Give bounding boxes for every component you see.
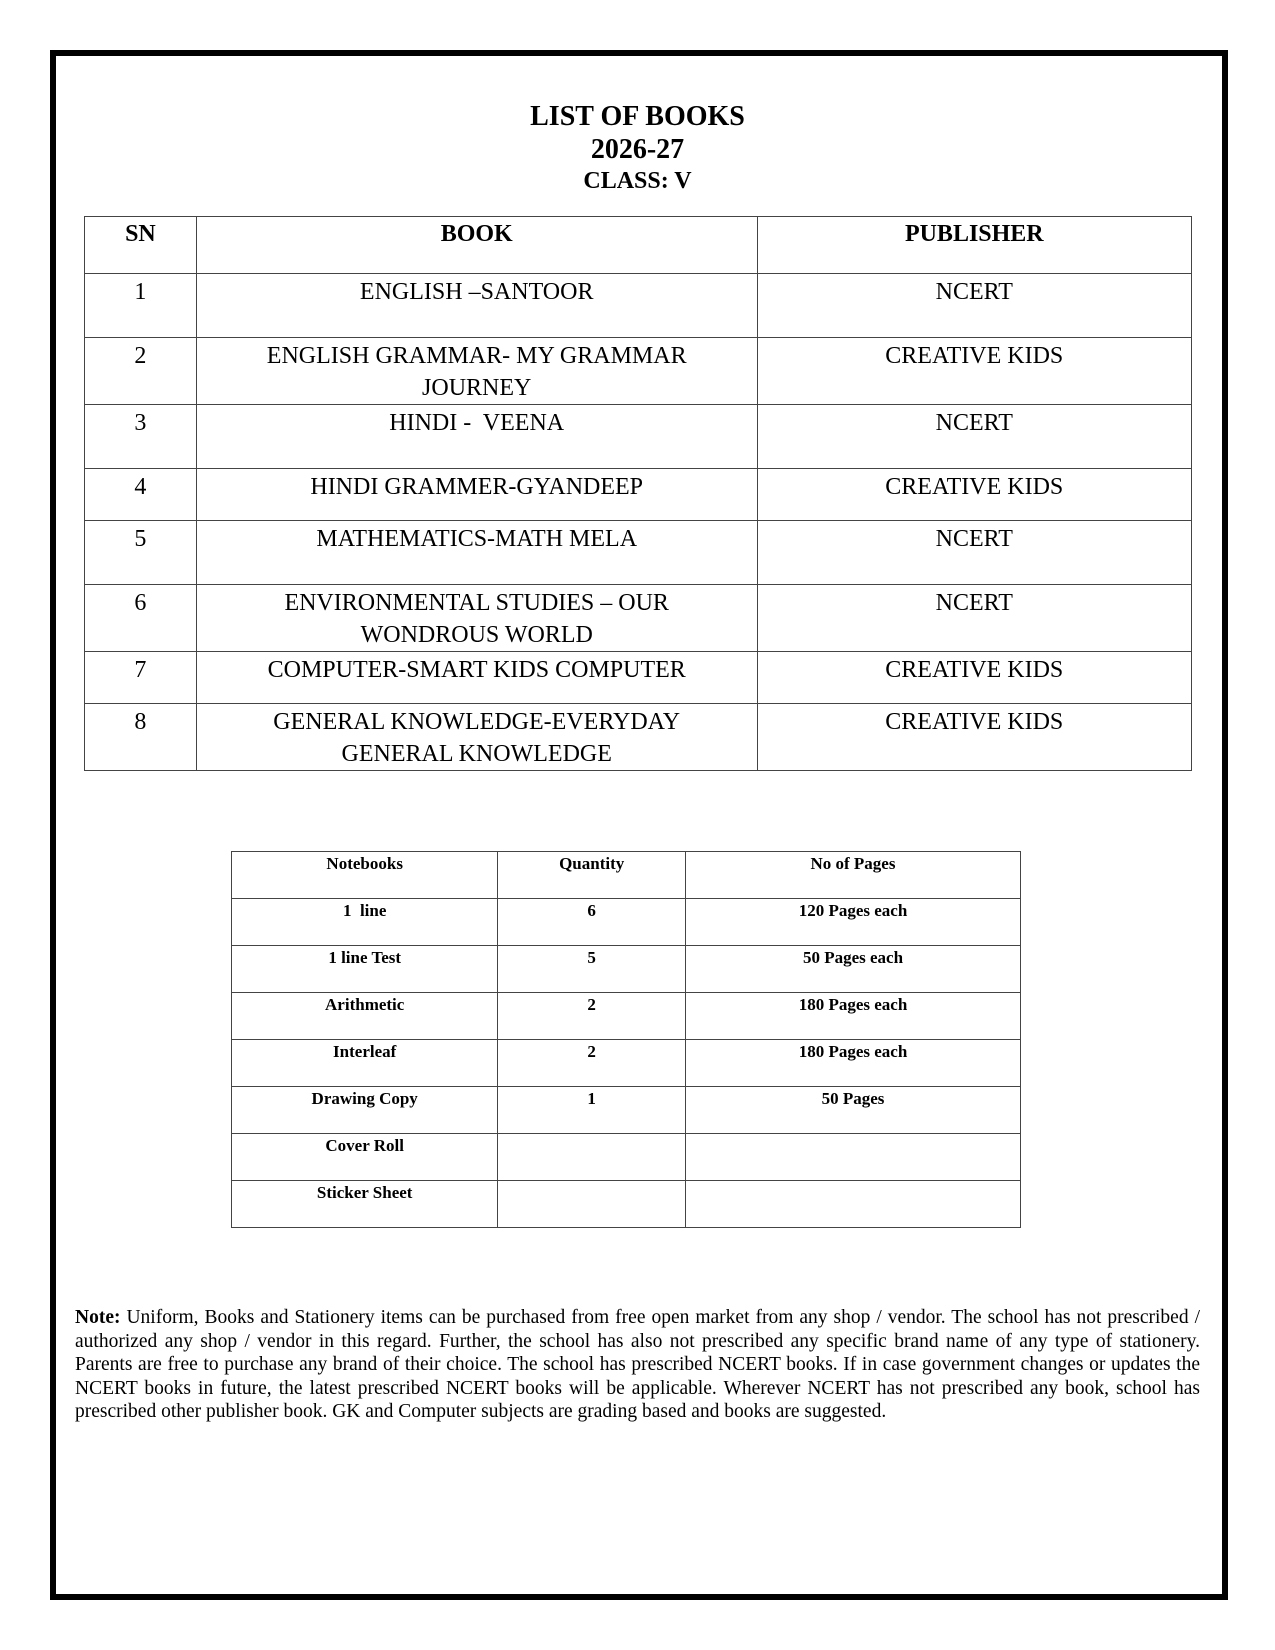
cell-notebook: Arithmetic [232,993,498,1040]
cell-publisher: CREATIVE KIDS [757,704,1191,771]
cell-pages: 120 Pages each [685,899,1020,946]
cell-book-text: ENVIRONMENTAL STUDIES – OUR WONDROUS WORLD [284,590,669,648]
cell-sn: 8 [85,704,197,771]
table-row [232,1134,1021,1181]
notebooks-table-header [232,852,1021,899]
cell-notebook: Drawing Copy [232,1087,498,1134]
cell-book: HINDI GRAMMER-GYANDEEP [196,469,757,521]
column-header-notebooks: Notebooks [232,852,498,899]
cell-quantity: 2 [498,1040,686,1087]
notebooks-table [231,851,1021,1228]
column-header-book: BOOK [196,217,757,274]
title-block [0,100,1275,196]
table-row [232,993,1021,1040]
books-table-header [85,217,1192,274]
cell-book: MATHEMATICS-MATH MELA [196,521,757,585]
column-header-publisher: PUBLISHER [757,217,1191,274]
cell-quantity: 1 [498,1087,686,1134]
cell-sn: 2 [85,338,197,405]
table-row [232,899,1021,946]
cell-notebook: Sticker Sheet [232,1181,498,1228]
cell-book: HINDI - VEENA [196,405,757,469]
table-row [232,1040,1021,1087]
cell-publisher: NCERT [757,585,1191,652]
table-row [232,946,1021,993]
cell-notebook: Interleaf [232,1040,498,1087]
cell-quantity: 5 [498,946,686,993]
cell-pages: 180 Pages each [685,993,1020,1040]
cell-pages [685,1181,1020,1228]
table-row [232,1181,1021,1228]
cell-book-text: GENERAL KNOWLEDGE-EVERYDAY GENERAL KNOWLEDGE [273,709,681,767]
cell-sn: 6 [85,585,197,652]
table-row [232,1087,1021,1134]
cell-book [196,704,757,771]
column-header-sn: SN [85,217,197,274]
cell-pages: 50 Pages each [685,946,1020,993]
table-row [85,405,1192,469]
books-table [84,216,1192,771]
cell-quantity: 6 [498,899,686,946]
cell-sn: 4 [85,469,197,521]
cell-quantity [498,1134,686,1181]
cell-notebook: Cover Roll [232,1134,498,1181]
table-row [85,469,1192,521]
table-row [85,585,1192,652]
table-row [85,704,1192,771]
cell-sn: 1 [85,274,197,338]
cell-pages: 50 Pages [685,1087,1020,1134]
cell-notebook: 1 line Test [232,946,498,993]
cell-quantity [498,1181,686,1228]
cell-sn: 5 [85,521,197,585]
cell-publisher: CREATIVE KIDS [757,469,1191,521]
cell-pages: 180 Pages each [685,1040,1020,1087]
academic-year: 2026-27 [590,134,685,165]
cell-publisher: CREATIVE KIDS [757,652,1191,704]
cell-pages [685,1134,1020,1181]
class-label: CLASS: V [583,168,692,194]
note-paragraph [75,1306,1200,1424]
cell-book: ENGLISH –SANTOOR [196,274,757,338]
cell-book-text: ENGLISH GRAMMAR- MY GRAMMAR JOURNEY [266,343,687,401]
cell-book [196,338,757,405]
cell-sn: 3 [85,405,197,469]
note-text: Uniform, Books and Stationery items can be purchased from free open market from any shop / vendor. The school has not prescribed / authorized any shop / vendor in this regard. Further, the school has also not prescribed any specific brand name of any type of stationery. Parents are free to purchase any brand of their choice. The school has prescribed NCERT books. If in case government changes or updates the NCERT books in future, the latest prescribed NCERT books will be applicable. Wherever NCERT has not prescribed any book, school has prescribed other publisher book. GK and Computer subjects are grading based and books are suggested. [75,1307,1200,1423]
table-row [85,338,1192,405]
table-row [85,274,1192,338]
table-row [85,521,1192,585]
table-row [85,652,1192,704]
cell-book: COMPUTER-SMART KIDS COMPUTER [196,652,757,704]
column-header-quantity: Quantity [498,852,686,899]
cell-book [196,585,757,652]
cell-publisher: NCERT [757,405,1191,469]
cell-publisher: NCERT [757,521,1191,585]
cell-publisher: CREATIVE KIDS [757,338,1191,405]
cell-sn: 7 [85,652,197,704]
cell-notebook: 1 line [232,899,498,946]
cell-quantity: 2 [498,993,686,1040]
note-label: Note: [75,1307,121,1328]
page-title: LIST OF BOOKS [530,101,745,132]
cell-publisher: NCERT [757,274,1191,338]
column-header-pages: No of Pages [685,852,1020,899]
